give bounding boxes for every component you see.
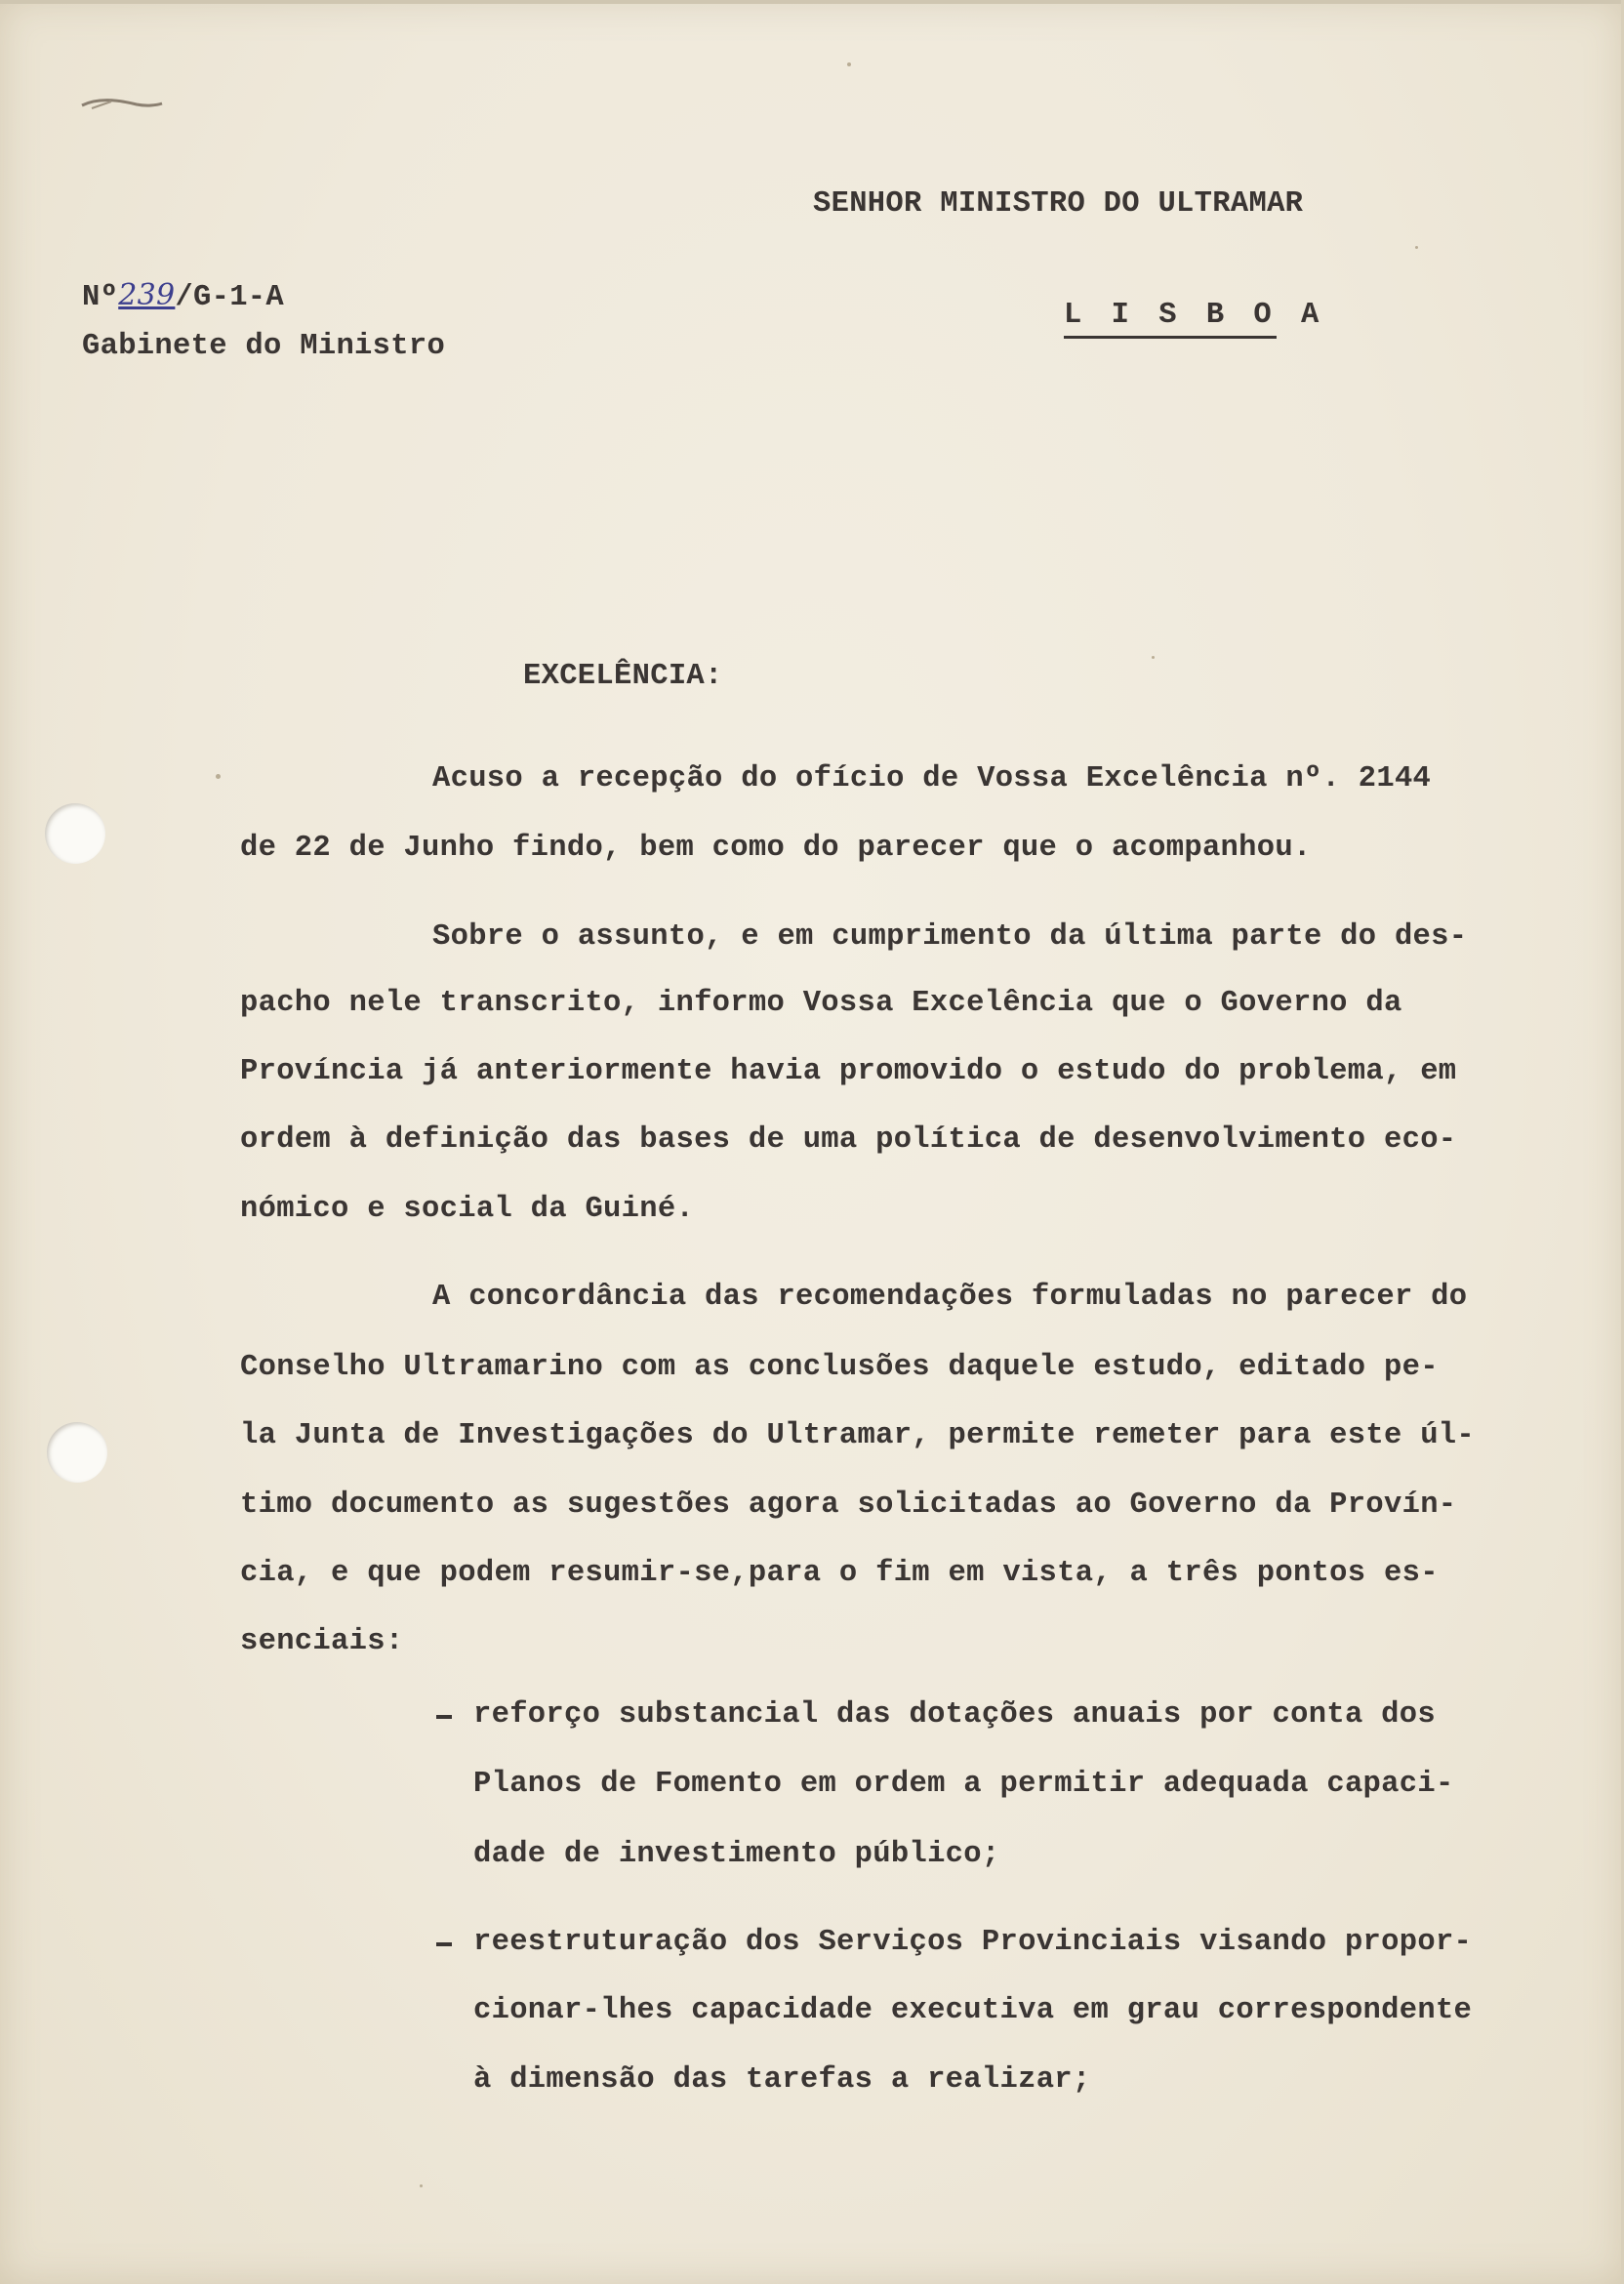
paragraph2-line: pacho nele transcrito, informo Vossa Excelência que o Governo da xyxy=(240,987,1402,1020)
punch-hole-bottom xyxy=(47,1422,107,1483)
city: L I S B O A xyxy=(1064,299,1325,332)
paragraph3-line: A concordância das recomendações formuladas no parecer do xyxy=(432,1281,1468,1314)
paragraph1-line: Acuso a recepção do ofício de Vossa Excelência nº. 2144 xyxy=(432,762,1432,795)
page-top-edge xyxy=(0,0,1624,4)
paragraph2-line: nómico e social da Guiné. xyxy=(240,1193,695,1226)
bullet2-line: reestruturação dos Serviços Provinciais visando propor- xyxy=(473,1926,1473,1959)
bullet1-line: reforço substancial das dotações anuais por conta dos xyxy=(473,1698,1436,1732)
paragraph3-line: senciais: xyxy=(240,1625,404,1658)
paper-speck xyxy=(847,62,851,66)
paper-speck xyxy=(216,774,221,779)
punch-hole-top xyxy=(45,803,105,864)
reference-number: 239 xyxy=(118,278,176,312)
reference-prefix: Nº xyxy=(82,281,119,314)
paragraph2-line: Sobre o assunto, e em cumprimento da última parte do des- xyxy=(432,920,1468,954)
bullet2-line: à dimensão das tarefas a realizar; xyxy=(473,2063,1091,2097)
paper-clip-mark xyxy=(78,94,164,115)
paragraph3-line: timo documento as sugestões agora solicitadas ao Governo da Provín- xyxy=(240,1489,1457,1522)
paper-speck xyxy=(1152,656,1155,659)
paragraph2-line: ordem à definição das bases de uma política de desenvolvimento eco- xyxy=(240,1123,1457,1157)
bullet-dash xyxy=(436,1942,452,1946)
reference-suffix: /G-1-A xyxy=(175,281,285,314)
salutation: EXCELÊNCIA: xyxy=(523,660,723,693)
paragraph1-line: de 22 de Junho findo, bem como do parecer que o acompanhou. xyxy=(240,832,1312,865)
paragraph3-line: cia, e que podem resumir-se,para o fim em vista, a três pontos es- xyxy=(240,1557,1439,1590)
cabinet-name: Gabinete do Ministro xyxy=(82,330,446,363)
city-underline xyxy=(1064,336,1277,339)
paper-speck xyxy=(420,2184,423,2187)
paragraph3-line: Conselho Ultramarino com as conclusões daquele estudo, editado pe- xyxy=(240,1351,1439,1384)
bullet2-line: cionar-lhes capacidade executiva em grau correspondente xyxy=(473,1994,1473,2027)
bullet1-line: Planos de Fomento em ordem a permitir adequada capaci- xyxy=(473,1768,1454,1801)
paper-speck xyxy=(1415,246,1418,249)
bullet1-line: dade de investimento público; xyxy=(473,1838,1000,1871)
paragraph3-line: la Junta de Investigações do Ultramar, permite remeter para este úl- xyxy=(240,1419,1476,1452)
bullet-dash xyxy=(436,1715,452,1719)
paragraph2-line: Província já anteriormente havia promovido o estudo do problema, em xyxy=(240,1055,1457,1088)
addressee: SENHOR MINISTRO DO ULTRAMAR xyxy=(813,187,1304,221)
reference-line xyxy=(82,278,285,314)
